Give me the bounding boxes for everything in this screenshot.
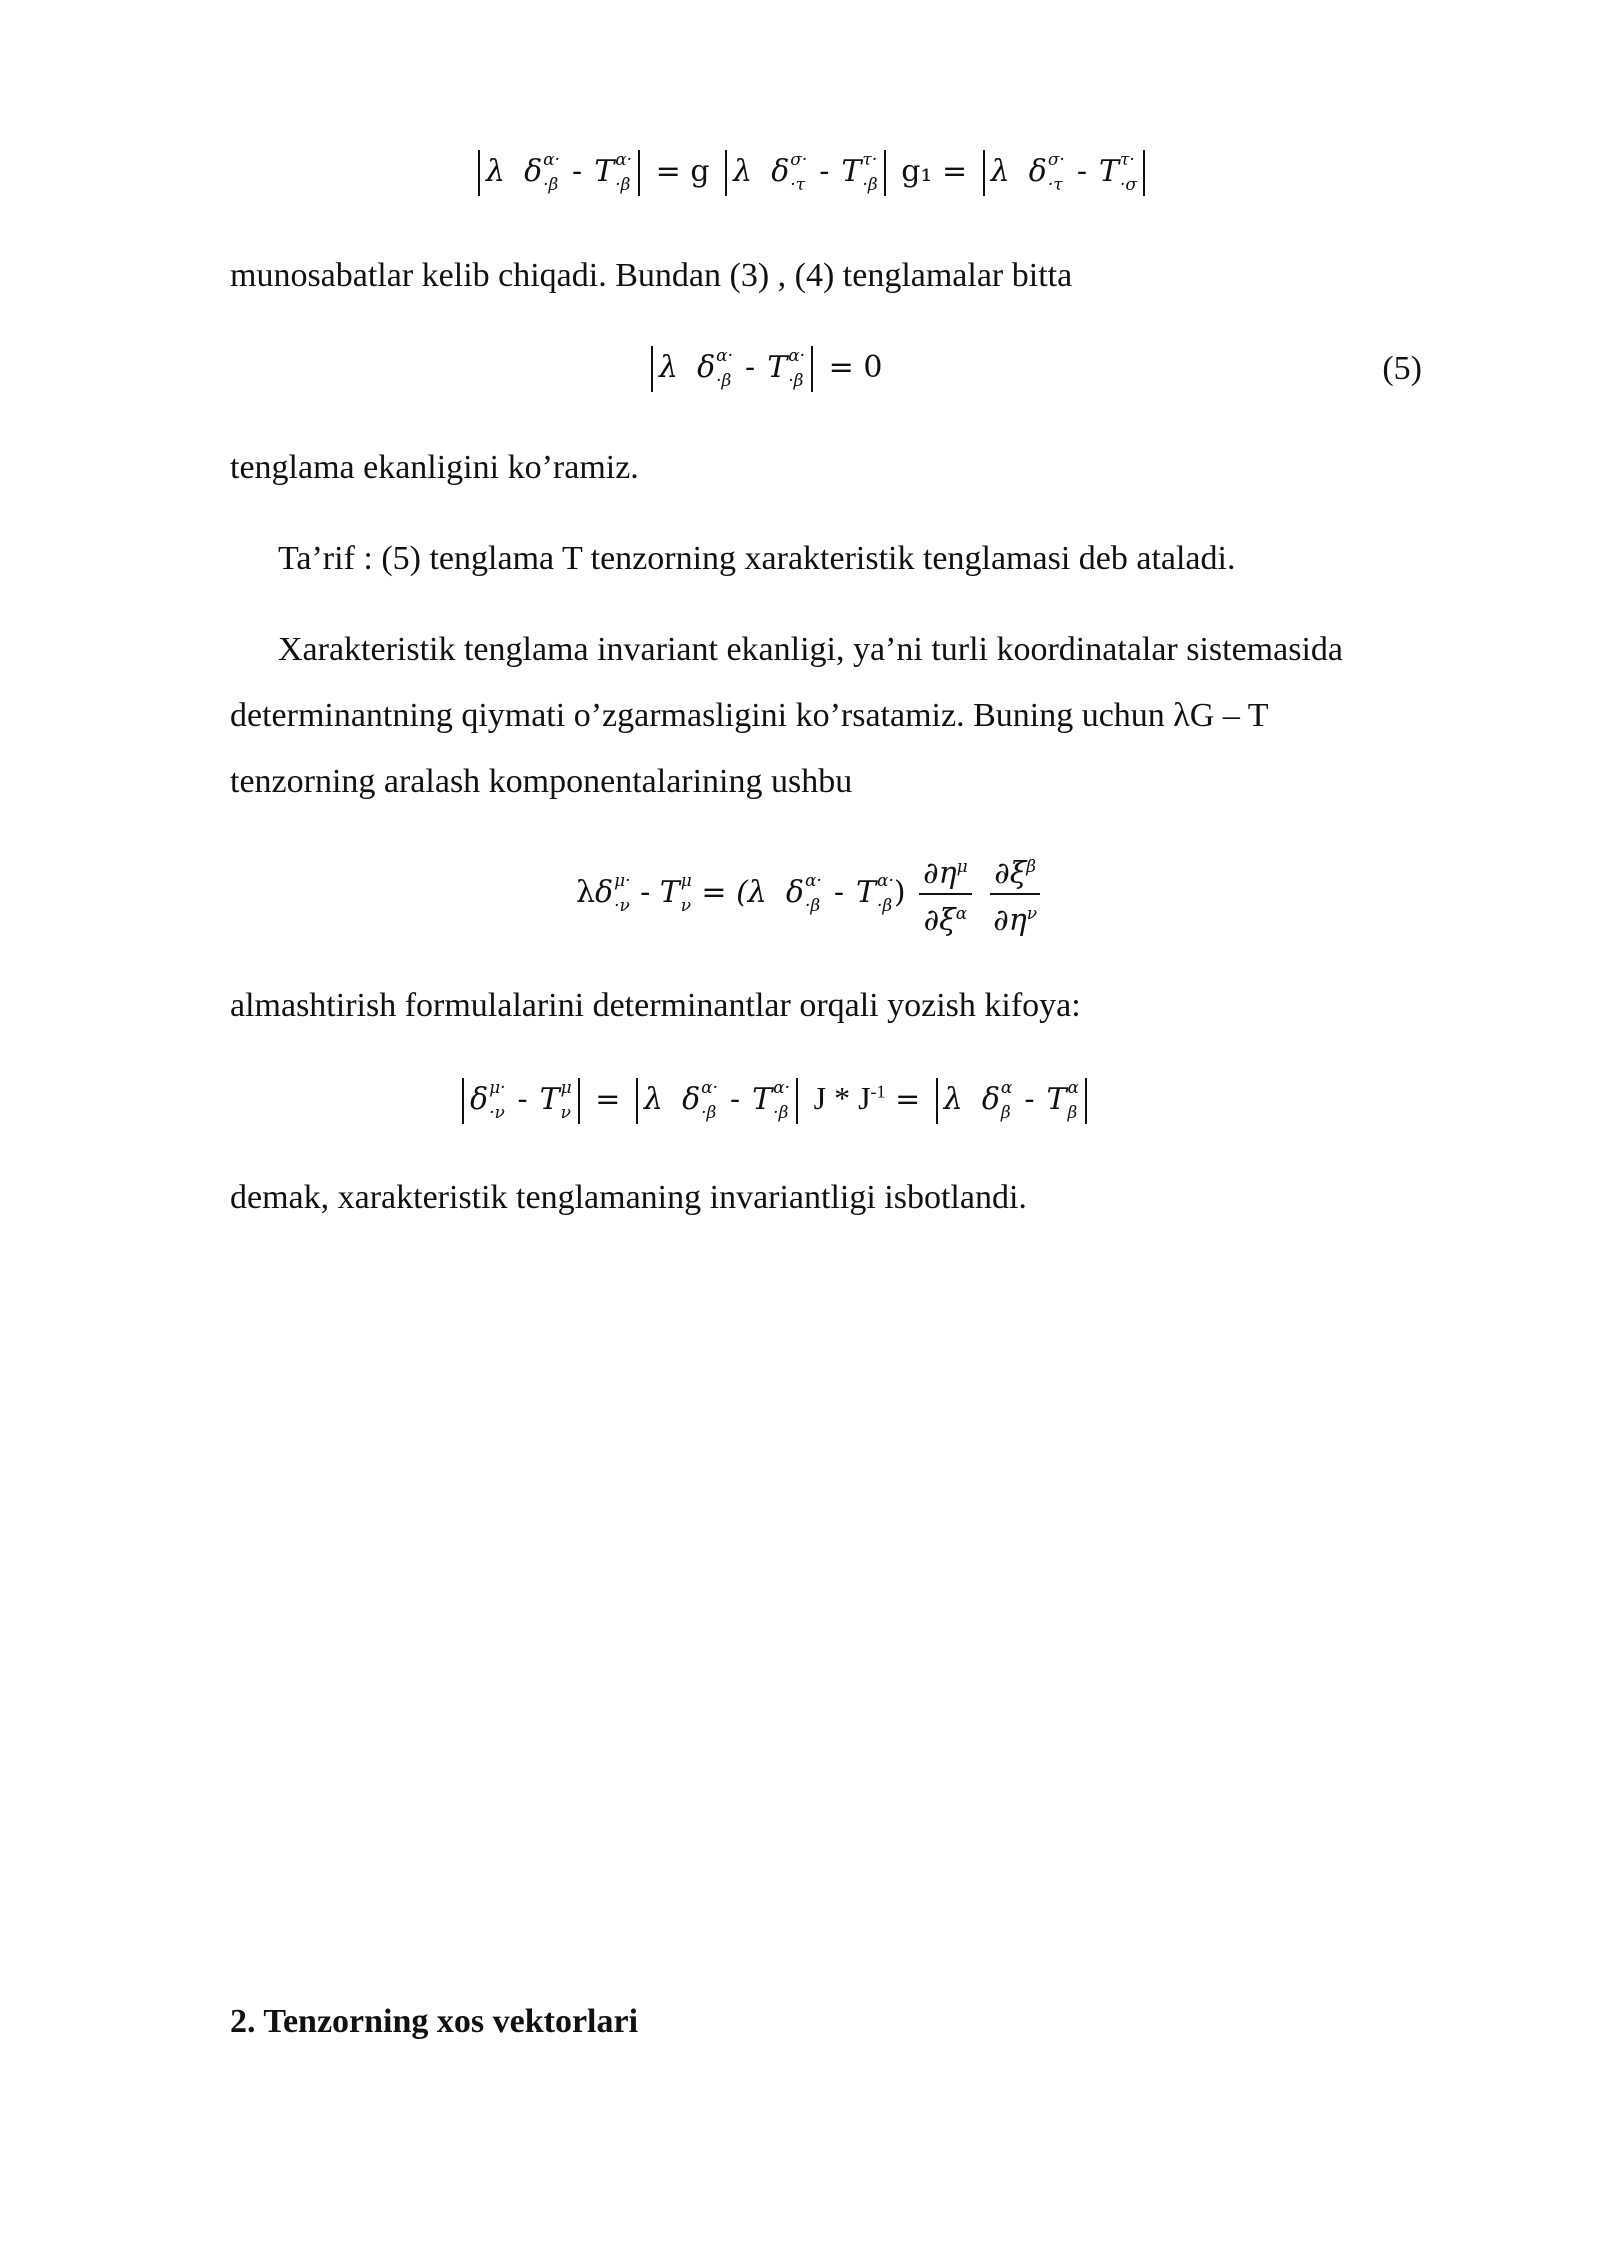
sup-index: α· xyxy=(543,150,561,170)
lambda: λ xyxy=(659,350,679,385)
jacobian-product: J * J xyxy=(813,1080,871,1116)
sup-index: μ· xyxy=(489,1078,506,1098)
tensor-T: T xyxy=(841,154,862,189)
index xyxy=(773,1078,791,1123)
sup-index: σ· xyxy=(790,150,808,170)
paragraph-4-line-3: tenzorning aralash komponentalarining ushbu xyxy=(230,763,853,800)
equation-determinant-invariance xyxy=(456,1078,1093,1124)
sub-index: ν xyxy=(560,1103,572,1123)
frac-sup: α xyxy=(955,904,968,924)
tensor-T: T xyxy=(1098,154,1119,189)
index xyxy=(701,1078,719,1123)
index xyxy=(804,871,822,916)
open-paren-lambda: (λ xyxy=(736,875,767,910)
equation-determinants xyxy=(472,150,1151,196)
minus: - xyxy=(1024,1082,1035,1117)
equals: = xyxy=(895,1082,921,1117)
delta: δ xyxy=(785,875,804,910)
sub-index: ·ν xyxy=(614,896,630,916)
index xyxy=(1120,150,1138,195)
paragraph-6: demak, xarakteristik tenglamaning invariantligi isbotlandi. xyxy=(230,1179,1027,1216)
sup-index: σ· xyxy=(1047,150,1065,170)
index xyxy=(680,871,692,916)
lambda: λ xyxy=(943,1082,963,1117)
sub-index: ·β xyxy=(716,371,732,391)
sub-index: ·β xyxy=(701,1103,717,1123)
equals: = xyxy=(655,154,681,189)
delta: δ xyxy=(771,154,790,189)
frac-num: ∂η xyxy=(923,856,957,891)
frac-num: ∂ξ xyxy=(994,856,1027,891)
sub-index: ·σ xyxy=(1120,175,1138,195)
index xyxy=(489,1078,506,1123)
paragraph-4-line-1: Xarakteristik tenglama invariant ekanligi, ya’ni turli koordinatalar sistemasida xyxy=(278,631,1343,668)
paragraph-1: munosabatlar kelib chiqadi. Bundan (3) , (4) tenglamalar bitta xyxy=(230,257,1073,294)
tensor-T: T xyxy=(855,875,876,910)
sup-index: μ xyxy=(680,871,692,891)
sup-index: α· xyxy=(876,871,894,891)
index xyxy=(560,1078,572,1123)
delta: δ xyxy=(470,1082,489,1117)
index xyxy=(876,871,894,916)
sup-index: α xyxy=(1000,1078,1013,1098)
delta: δ xyxy=(682,1082,701,1117)
equals: = xyxy=(701,875,727,910)
equals: = xyxy=(595,1082,621,1117)
paragraph-4-line-2: determinantning qiymati o’zgarmasligini ko’rsatamiz. Buning uchun λG – T xyxy=(230,697,1269,734)
sup-index: τ· xyxy=(1120,150,1135,170)
minus: - xyxy=(745,350,756,385)
lambda: λ xyxy=(643,1082,663,1117)
index xyxy=(543,150,561,195)
sub-index: ·ν xyxy=(489,1103,505,1123)
delta: δ xyxy=(1028,154,1047,189)
index xyxy=(790,150,808,195)
sub-index: ·β xyxy=(788,371,804,391)
tensor-T: T xyxy=(539,1082,560,1117)
fraction-1 xyxy=(919,848,972,940)
lambda: λ xyxy=(576,875,596,910)
frac-sup: β xyxy=(1026,857,1037,877)
sup-index: α· xyxy=(716,346,734,366)
g1-factor: g₁ xyxy=(901,154,933,189)
sub-index: ·β xyxy=(862,175,878,195)
frac-sup: ν xyxy=(1026,904,1038,924)
index xyxy=(862,150,878,195)
equation-5 xyxy=(645,346,882,392)
lambda: λ xyxy=(486,154,506,189)
index xyxy=(1047,150,1065,195)
sup-index: τ· xyxy=(862,150,878,170)
sub-index: β xyxy=(1067,1103,1078,1123)
minus: - xyxy=(730,1082,741,1117)
section-heading: 2. Tenzorning xos vektorlari xyxy=(230,2003,639,2040)
equals: = xyxy=(941,154,968,189)
frac-sup: μ xyxy=(956,857,968,877)
lambda: λ xyxy=(733,154,753,189)
tensor-T: T xyxy=(767,350,788,385)
sup-index: α· xyxy=(804,871,822,891)
fraction-2 xyxy=(989,848,1041,940)
tensor-T: T xyxy=(1046,1082,1067,1117)
sub-index: ·β xyxy=(804,896,821,916)
equation-transformation xyxy=(576,848,1045,940)
frac-den: ∂ξ xyxy=(923,903,956,938)
sub-index: ν xyxy=(680,896,692,916)
paragraph-5: almashtirish formulalarini determinantlar orqali yozish kifoya: xyxy=(230,987,1081,1024)
index xyxy=(614,871,631,916)
minus: - xyxy=(517,1082,528,1117)
sub-index: ·τ xyxy=(790,175,806,195)
sup-index: μ xyxy=(560,1078,572,1098)
sub-index: ·β xyxy=(615,175,631,195)
tensor-T: T xyxy=(594,154,615,189)
sub-index: ·β xyxy=(876,896,893,916)
delta: δ xyxy=(697,350,716,385)
minus: - xyxy=(819,154,830,189)
sup-index: α· xyxy=(701,1078,719,1098)
sup-index: α· xyxy=(773,1078,791,1098)
minus: - xyxy=(833,875,844,910)
close-paren: ) xyxy=(893,875,906,910)
sub-index: ·β xyxy=(543,175,559,195)
frac-den: ∂η xyxy=(993,903,1027,938)
tensor-T: T xyxy=(659,875,680,910)
sup-index: α xyxy=(1067,1078,1080,1098)
equals-zero: = 0 xyxy=(828,350,883,385)
definition-paragraph: Ta’rif : (5) tenglama T tenzorning xarakteristik tenglamasi deb ataladi. xyxy=(278,540,1236,577)
delta: δ xyxy=(981,1082,1000,1117)
lambda: λ xyxy=(990,154,1010,189)
sub-index: ·τ xyxy=(1047,175,1063,195)
paragraph-2: tenglama ekanligini ko’ramiz. xyxy=(230,449,639,486)
sub-index: ·β xyxy=(773,1103,789,1123)
g-factor: g xyxy=(690,154,710,189)
index xyxy=(716,346,734,391)
delta: δ xyxy=(595,875,614,910)
index xyxy=(615,150,633,195)
minus: - xyxy=(640,875,651,910)
index xyxy=(788,346,806,391)
delta: δ xyxy=(524,154,543,189)
minus: - xyxy=(572,154,583,189)
index xyxy=(1000,1078,1013,1123)
sup-index: α· xyxy=(615,150,633,170)
inverse-exponent: -1 xyxy=(870,1081,886,1102)
index xyxy=(1067,1078,1080,1123)
tensor-T: T xyxy=(752,1082,773,1117)
sup-index: μ· xyxy=(614,871,631,891)
minus: - xyxy=(1076,154,1087,189)
equation-number: (5) xyxy=(1382,350,1422,387)
sub-index: β xyxy=(1000,1103,1011,1123)
sup-index: α· xyxy=(788,346,806,366)
